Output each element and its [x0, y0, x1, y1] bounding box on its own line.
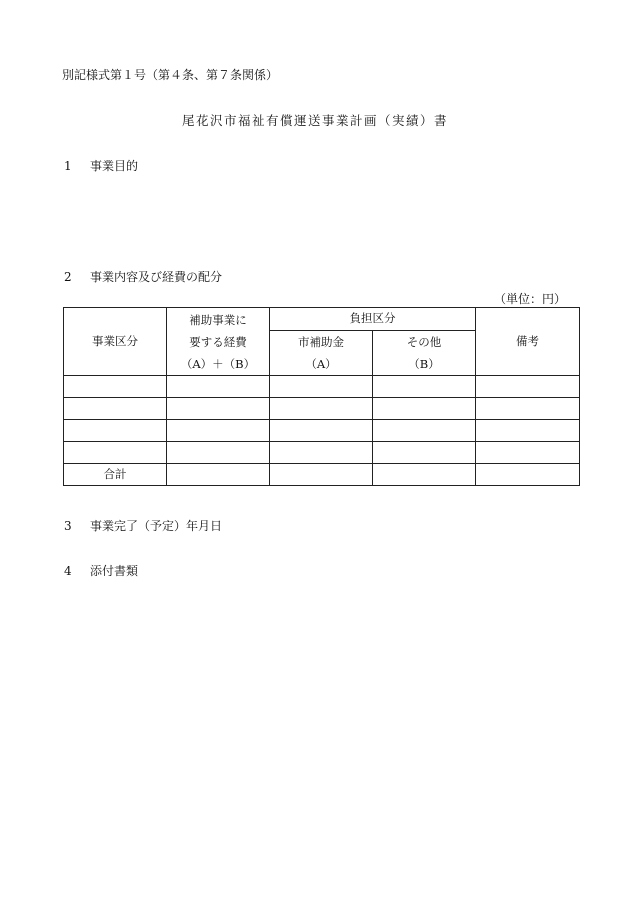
table-cell[interactable] [167, 442, 270, 464]
total-label: 合計 [64, 464, 167, 486]
section-4-label: 添付書類 [90, 564, 139, 578]
table-cell[interactable] [270, 442, 373, 464]
header-other-code: （B） [408, 357, 440, 371]
section-2-number: 2 [64, 270, 72, 284]
table-row [64, 398, 580, 420]
table-cell[interactable] [64, 442, 167, 464]
table-cell[interactable] [270, 398, 373, 420]
total-cell[interactable] [270, 464, 373, 486]
header-other [373, 331, 476, 376]
total-cell[interactable] [167, 464, 270, 486]
table-row [64, 376, 580, 398]
document-title: 尾花沢市福祉有償運送事業計画（実績）書 [181, 113, 448, 128]
section-1-label: 事業目的 [90, 159, 139, 173]
section-2-label: 事業内容及び経費の配分 [90, 270, 223, 284]
table-cell[interactable] [373, 420, 476, 442]
section-4 [64, 562, 138, 579]
table-cell[interactable] [167, 398, 270, 420]
allocation-table [63, 307, 580, 486]
section-2 [64, 268, 222, 285]
header-city-code: （A） [305, 357, 337, 371]
table-cell[interactable] [476, 442, 580, 464]
section-3-number: 3 [64, 519, 72, 533]
header-subsidy-line-3: （A）＋（B） [180, 356, 256, 371]
header-burden: 負担区分 [270, 308, 476, 331]
table-cell[interactable] [373, 398, 476, 420]
header-remarks: 備考 [476, 308, 580, 376]
header-city-label: 市補助金 [298, 335, 344, 349]
header-subsidy-line-2: 要する経費 [189, 334, 247, 349]
table-cell[interactable] [476, 376, 580, 398]
table-cell[interactable] [64, 376, 167, 398]
table-cell[interactable] [373, 376, 476, 398]
form-label: 別記様式第１号（第４条、第７条関係） [62, 68, 279, 82]
section-3-label: 事業完了（予定）年月日 [90, 519, 223, 533]
table-cell[interactable] [167, 420, 270, 442]
table-cell[interactable] [270, 420, 373, 442]
table-row [64, 420, 580, 442]
header-subsidy-expense [167, 308, 270, 376]
section-4-number: 4 [64, 564, 72, 578]
table-cell[interactable] [64, 398, 167, 420]
table-row [64, 442, 580, 464]
table-cell[interactable] [476, 420, 580, 442]
unit-note: （単位：円） [494, 292, 567, 306]
header-category: 事業区分 [64, 308, 167, 376]
header-city-subsidy [270, 331, 373, 376]
table-cell[interactable] [64, 420, 167, 442]
total-cell[interactable] [373, 464, 476, 486]
section-1 [64, 157, 138, 174]
section-3 [64, 517, 222, 534]
header-subsidy-line-1: 補助事業に [189, 312, 247, 327]
header-other-label: その他 [406, 335, 442, 349]
table-cell[interactable] [476, 398, 580, 420]
total-row [64, 464, 580, 486]
table-cell[interactable] [167, 376, 270, 398]
table-cell[interactable] [373, 442, 476, 464]
table-cell[interactable] [270, 376, 373, 398]
section-1-number: 1 [64, 159, 72, 173]
total-cell[interactable] [476, 464, 580, 486]
